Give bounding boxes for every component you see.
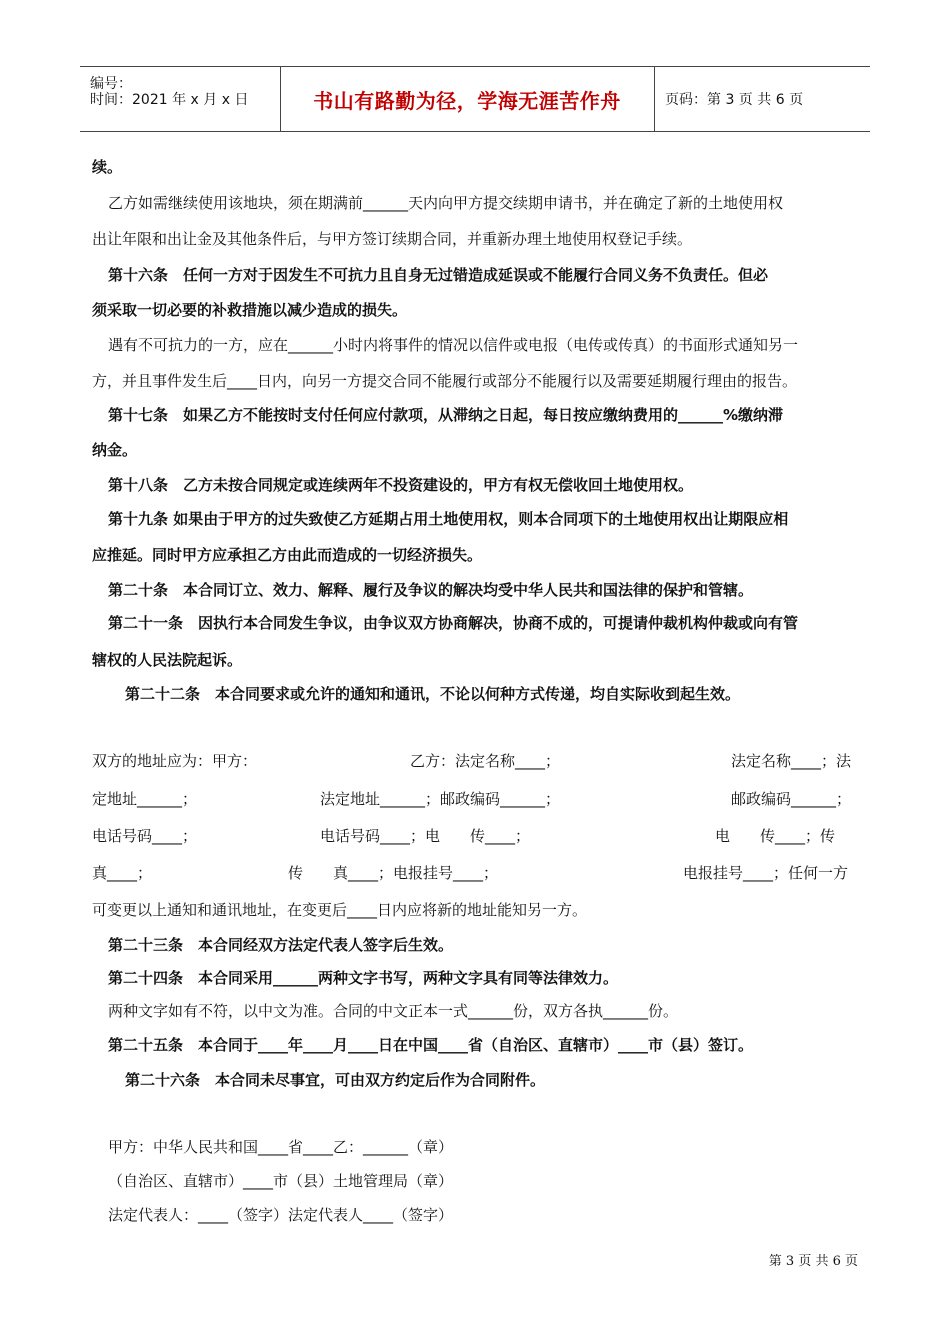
signature-line: （自治区、直辖市）____市（县）土地管理局（章）: [108, 1172, 454, 1190]
address-line: 电 传____；传: [715, 827, 836, 845]
address-line: 法定地址______；邮政编码______；: [320, 790, 561, 808]
body-line: 遇有不可抗力的一方，应在______小时内将事件的情况以信件或电报（电传或传真）的书面形式通知另一: [108, 336, 799, 354]
article-16: 第十六条 任何一方对于因发生不可抗力且自身无过错造成延误或不能履行合同义务不负责任。但必: [108, 266, 769, 284]
address-line: 可变更以上通知和通讯地址，在变更后____日内应将新的地址能知另一方。: [92, 901, 588, 919]
address-line: 乙方：法定名称____；: [410, 752, 561, 770]
page-header: [80, 66, 870, 132]
address-line: 邮政编码______；: [731, 790, 852, 808]
address-line: 电话号码____；: [92, 827, 198, 845]
signature-line: 法定代表人：____（签字）法定代表人____（签字）: [108, 1206, 454, 1224]
body-line: 应推延。同时甲方应承担乙方由此而造成的一切经济损失。: [92, 546, 483, 564]
body-line: 乙方如需继续使用该地块，须在期满前______天内向甲方提交续期申请书，并在确定了新的土地使用权: [108, 194, 784, 212]
body-line: 纳金。: [92, 441, 138, 459]
motto: 书山有路勤为径，学海无涯苦作舟: [313, 88, 621, 113]
article-25: 第二十五条 本合同于____年____月____日在中国____省（自治区、直辖市）____市（县）签订。: [108, 1036, 754, 1054]
body-line: 须采取一切必要的补救措施以减少造成的损失。: [92, 301, 408, 319]
time-label: 时间：2021 年 x 月 x 日: [90, 92, 249, 108]
article-22: 第二十二条 本合同要求或允许的通知和通讯，不论以何种方式传递，均自实际收到起生效。: [125, 685, 741, 703]
header-page-cell: [655, 67, 870, 131]
body-line: 辖权的人民法院起诉。: [92, 651, 243, 669]
body-line: 续。: [92, 158, 123, 176]
article-26: 第二十六条 本合同未尽事宜，可由双方约定后作为合同附件。: [125, 1071, 546, 1089]
address-line: 电话号码____；电 传____；: [320, 827, 531, 845]
address-line: 传 真____；电报挂号____；: [288, 864, 499, 882]
address-line: 双方的地址应为：甲方：: [92, 752, 258, 770]
article-19: 第十九条 如果由于甲方的过失致使乙方延期占用土地使用权，则本合同项下的土地使用权出让期限应相: [108, 510, 789, 528]
article-18: 第十八条 乙方未按合同规定或连续两年不投资建设的，甲方有权无偿收回土地使用权。: [108, 476, 694, 494]
serial-label: 编号：: [90, 76, 132, 92]
article-21: 第二十一条 因执行本合同发生争议，由争议双方协商解决，协商不成的，可提请仲裁机构仲裁或向有管: [108, 614, 799, 632]
article-20: 第二十条 本合同订立、效力、解释、履行及争议的解决均受中华人民共和国法律的保护和管辖。: [108, 581, 754, 599]
address-line: 电报挂号____；任何一方: [683, 864, 849, 882]
address-line: 法定名称____；法: [731, 752, 852, 770]
article-23: 第二十三条 本合同经双方法定代表人签字后生效。: [108, 936, 454, 954]
address-line: 定地址______；: [92, 790, 198, 808]
page-footer: 第 3 页 共 6 页: [768, 1254, 858, 1269]
body-line: 两种文字如有不符，以中文为准。合同的中文正本一式______份，双方各执______份。: [108, 1002, 679, 1020]
article-17: 第十七条 如果乙方不能按时支付任何应付款项，从滞纳之日起，每日按应缴纳费用的______%缴纳滞: [108, 406, 784, 424]
header-motto-cell: [280, 67, 655, 131]
signature-line: 甲方：中华人民共和国____省____乙：______（章）: [108, 1138, 454, 1156]
body-line: 方，并且事件发生后____日内，向另一方提交合同不能履行或部分不能履行以及需要延期履行理由的报告。: [92, 372, 798, 390]
body-line: 出让年限和出让金及其他条件后，与甲方签订续期合同，并重新办理土地使用权登记手续。: [92, 230, 693, 248]
article-24: 第二十四条 本合同采用______两种文字书写，两种文字具有同等法律效力。: [108, 969, 619, 987]
page-info: 页码：第 3 页 共 6 页: [665, 92, 804, 108]
address-line: 真____；: [92, 864, 153, 882]
header-meta: [80, 67, 281, 131]
